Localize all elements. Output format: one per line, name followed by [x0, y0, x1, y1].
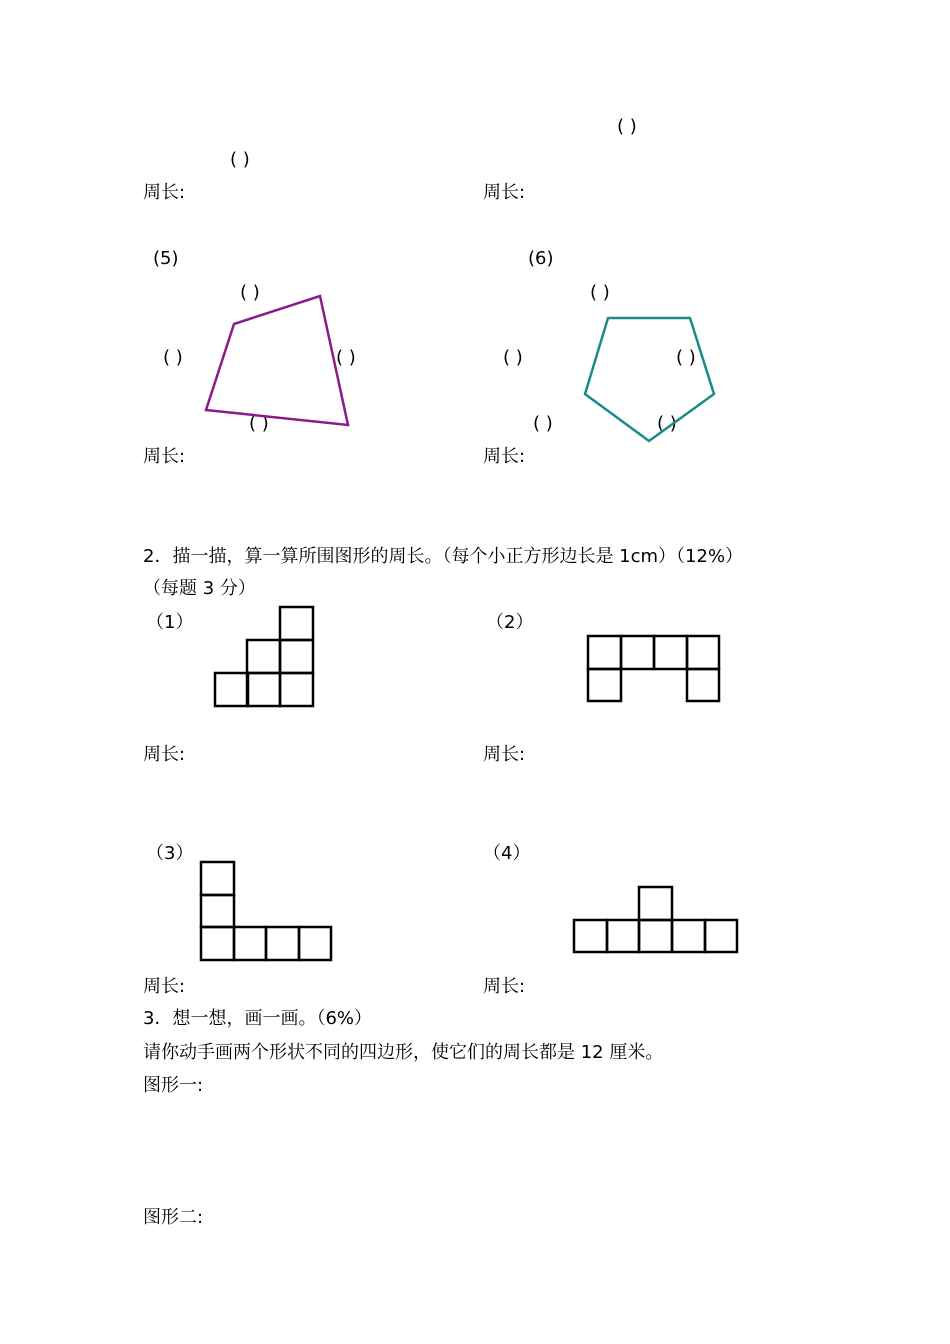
grid-figure-3 [201, 862, 331, 960]
blank-parens[interactable]: ( ) [617, 116, 637, 137]
blank-parens[interactable]: ( ) [249, 413, 269, 434]
blank-parens[interactable]: ( ) [240, 282, 260, 303]
section3-title: 3．想一想，画一画。（6%） [143, 1008, 373, 1029]
blank-parens[interactable]: ( ) [590, 282, 610, 303]
question-number-2: （2） [486, 612, 534, 633]
blank-parens[interactable]: ( ) [657, 413, 677, 434]
pentagon-shape [585, 318, 714, 441]
grid-figure-4 [574, 887, 737, 952]
perimeter-label: 周长: [483, 976, 526, 997]
perimeter-label: 周长: [483, 744, 526, 765]
question-number-6: (6) [528, 248, 554, 269]
question-number-5: (5) [153, 248, 179, 269]
blank-parens[interactable]: ( ) [336, 347, 356, 368]
blank-parens[interactable]: ( ) [503, 347, 523, 368]
section3-instruction: 请你动手画两个形状不同的四边形，使它们的周长都是 12 厘米。 [143, 1042, 664, 1063]
perimeter-label: 周长: [143, 744, 186, 765]
question-number-3: （3） [146, 843, 194, 864]
shape-two-label: 图形二: [143, 1207, 204, 1228]
grid-figure-2 [588, 636, 719, 701]
perimeter-label: 周长: [143, 446, 186, 467]
section2-note: （每题 3 分） [143, 578, 256, 599]
blank-parens[interactable]: ( ) [230, 149, 250, 170]
quadrilateral-shape [206, 296, 348, 425]
blank-parens[interactable]: ( ) [163, 347, 183, 368]
perimeter-label: 周长: [143, 182, 186, 203]
blank-parens[interactable]: ( ) [533, 413, 553, 434]
shape-one-label: 图形一: [143, 1075, 204, 1096]
perimeter-label: 周长: [483, 182, 526, 203]
blank-parens[interactable]: ( ) [676, 347, 696, 368]
perimeter-label: 周长: [483, 446, 526, 467]
question-number-1: （1） [146, 612, 194, 633]
perimeter-label: 周长: [143, 976, 186, 997]
question-number-4: （4） [483, 843, 531, 864]
grid-figure-1 [215, 607, 313, 706]
section2-title: 2．描一描，算一算所围图形的周长。（每个小正方形边长是 1cm）（12%） [143, 546, 744, 567]
